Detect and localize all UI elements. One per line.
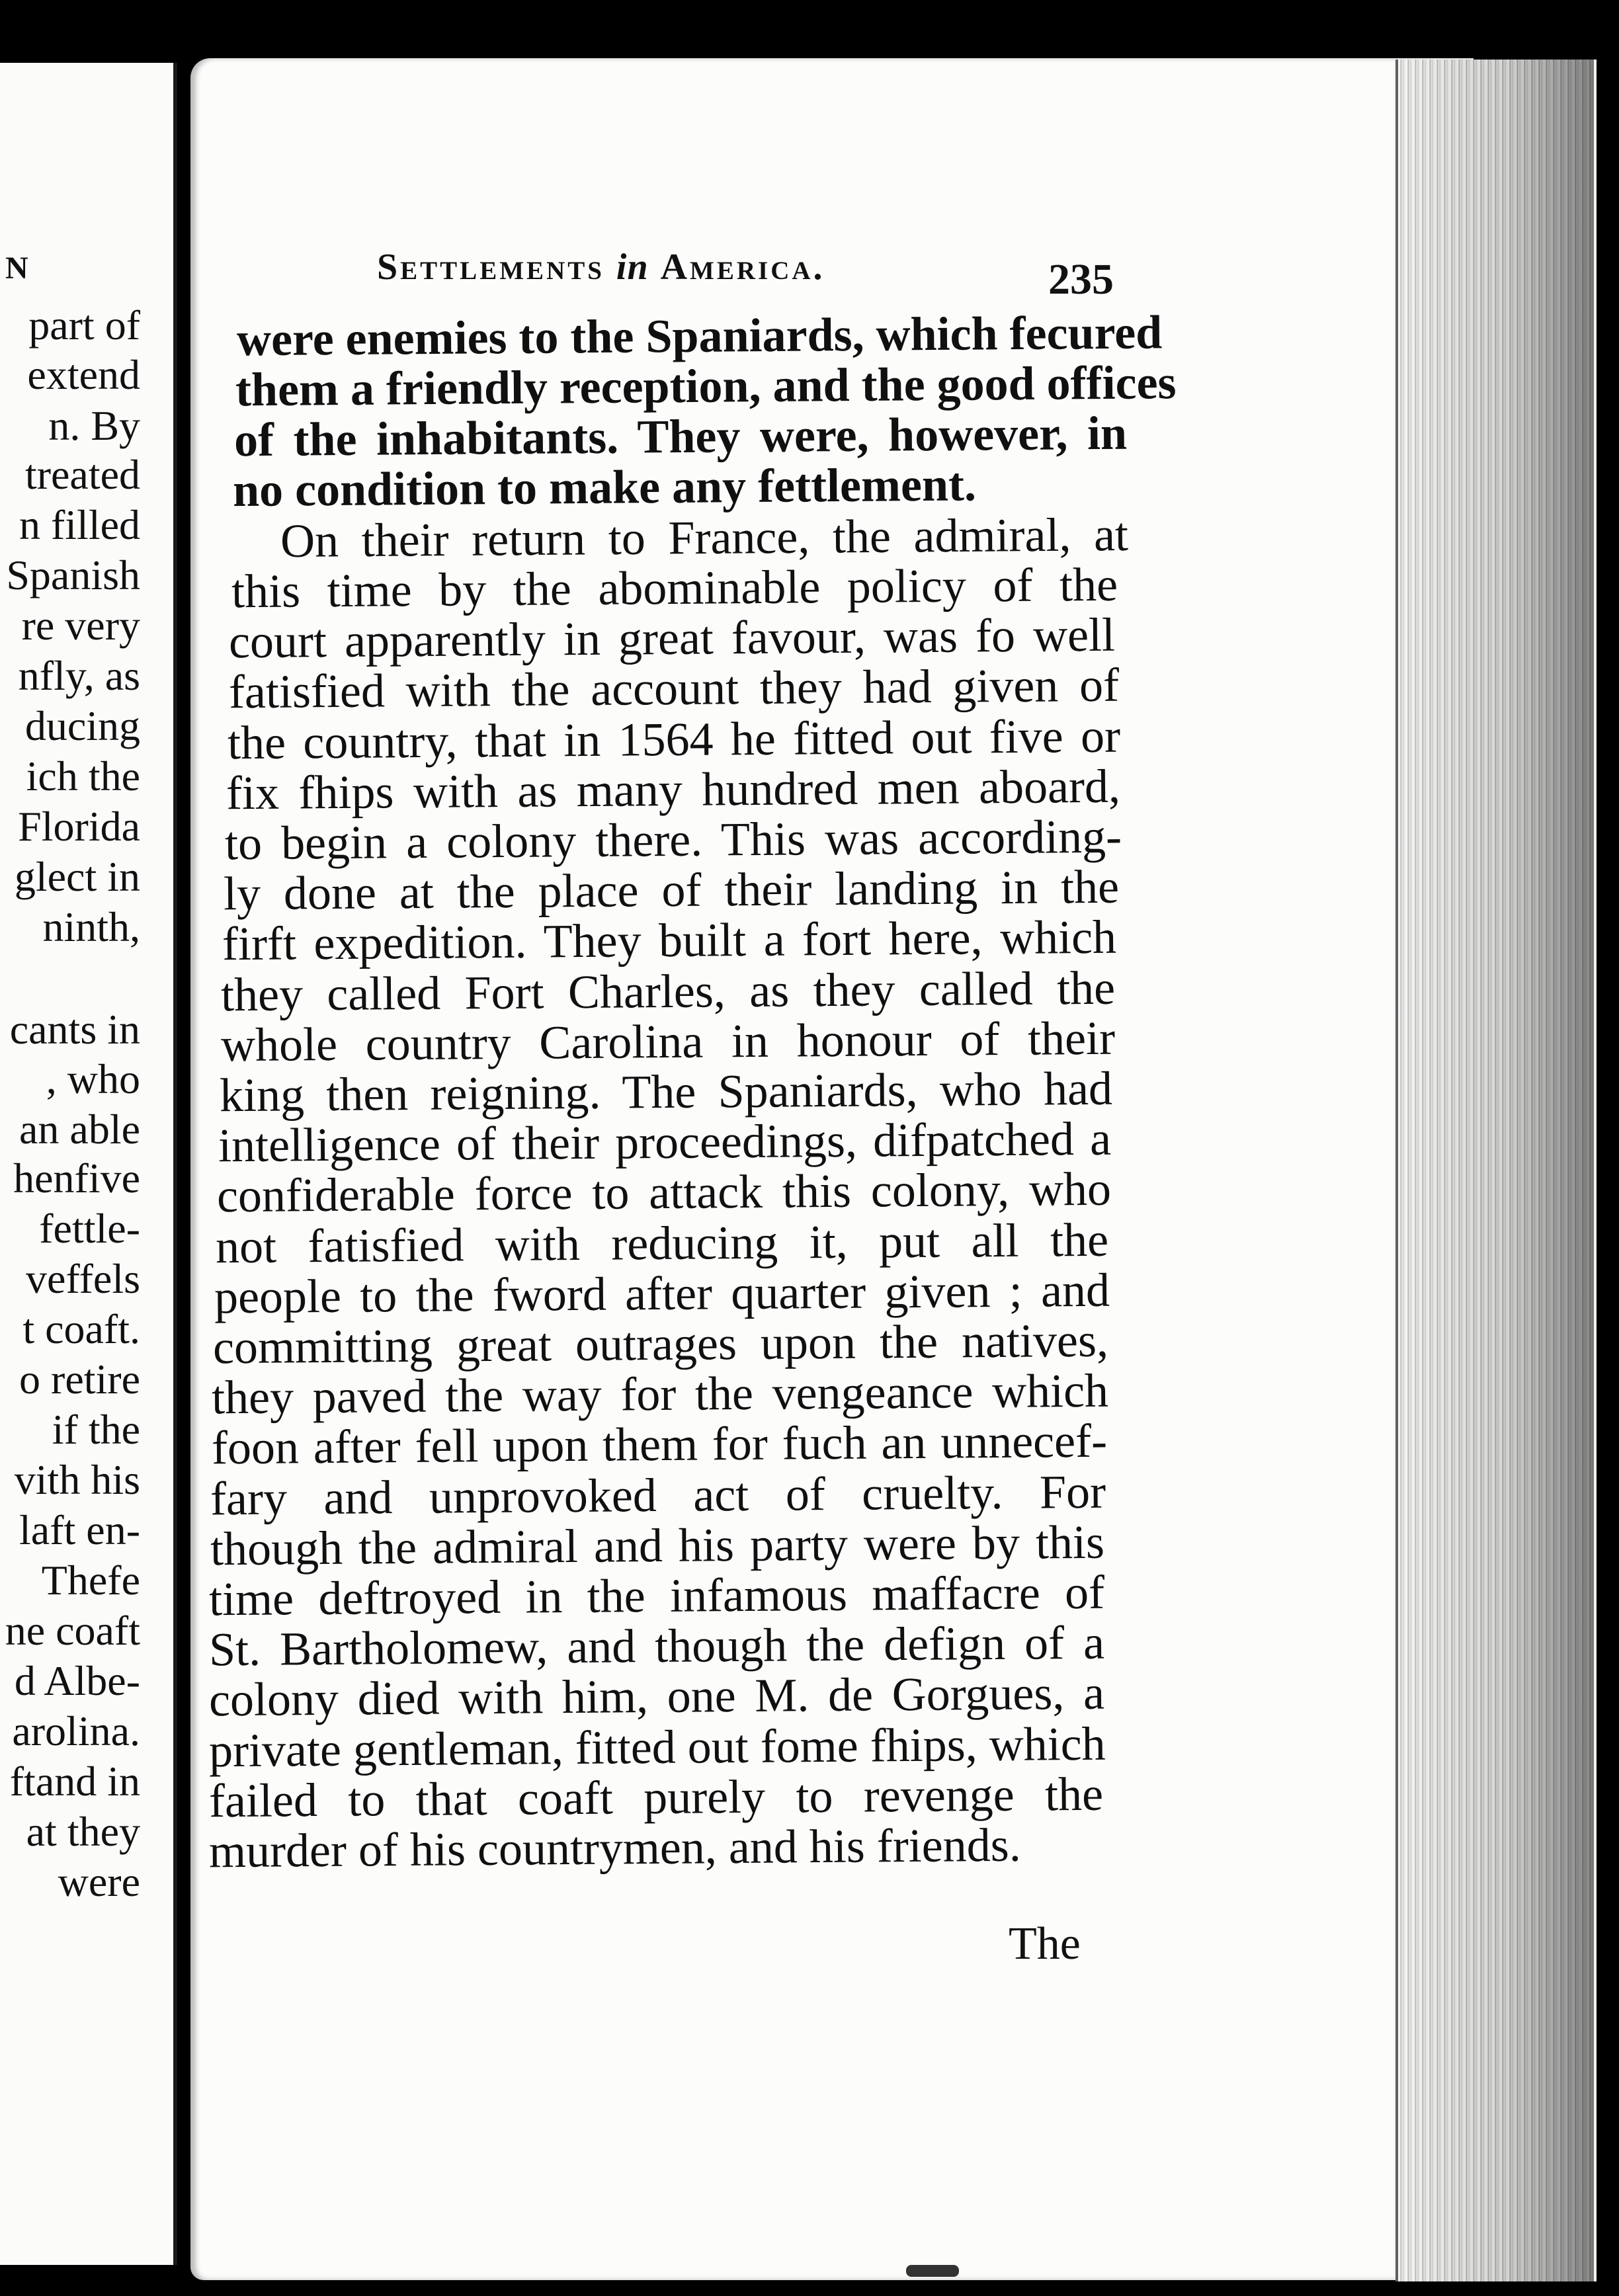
left-line-fragment: fettle- — [39, 1205, 140, 1252]
header-title-connector: in — [616, 247, 649, 288]
left-line-fragment: o retire — [19, 1356, 140, 1403]
left-line-fragment: henfive — [13, 1155, 140, 1202]
binding-mark — [906, 2265, 959, 2277]
running-header — [377, 246, 825, 288]
text-line: St. Bartholomew, and though the defign of a — [208, 1616, 1105, 1676]
text-line: the country, that in 1564 he fitted out five or — [227, 709, 1121, 770]
left-line-fragment: ducing — [24, 702, 140, 749]
text-line: firft expedition. They built a fort here, which — [222, 910, 1117, 971]
text-line: failed to that coaft purely to revenge the — [208, 1767, 1104, 1828]
text-line: were enemies to the Spaniards, which fecured — [236, 306, 1163, 366]
left-line-fragment: re very — [21, 602, 140, 649]
left-line-fragment: if the — [52, 1406, 140, 1453]
left-line-fragment: glect in — [14, 853, 140, 900]
left-line-fragment: Spanish — [6, 552, 140, 598]
text-line: committing great outrages upon the natives, — [212, 1313, 1109, 1374]
left-line-fragment: part of — [28, 302, 140, 348]
catchword: The — [1009, 1918, 1081, 1969]
text-line: time deftroyed in the infamous maffacre of — [208, 1565, 1105, 1626]
page-edges-shading — [1395, 60, 1594, 2281]
left-line-fragment: vith his — [14, 1456, 140, 1503]
left-line-fragment: n. By — [48, 402, 140, 449]
left-line-fragment: arolina. — [12, 1707, 140, 1754]
text-line: murder of his countrymen, and his friends. — [208, 1818, 1022, 1878]
left-line-fragment: ich the — [26, 753, 140, 800]
text-line: On their return to France, the admiral, at — [280, 507, 1129, 568]
left-running-header-fragment: N — [5, 251, 28, 286]
left-line-fragment: an able — [19, 1106, 140, 1153]
text-line: people to the fword after quarter given ; and — [214, 1263, 1110, 1324]
text-line: though the admiral and his party were by this — [210, 1515, 1105, 1576]
left-line-fragment: laft en- — [19, 1506, 140, 1553]
text-line: fatisfied with the account they had given of — [228, 658, 1120, 719]
text-line: them a friendly reception, and the good offices — [235, 356, 1177, 417]
text-line: they paved the way for the vengeance which — [211, 1364, 1109, 1424]
left-line-fragment: nfly, as — [18, 652, 140, 699]
left-line-fragment: treated — [24, 451, 140, 498]
header-title-part2: America. — [660, 247, 825, 288]
left-line-fragment: Florida — [18, 803, 140, 850]
left-line-fragment: n filled — [19, 501, 140, 548]
text-line: private gentleman, fitted out fome fhips, which — [208, 1717, 1106, 1778]
text-line: not fatisfied with reducing it, put all the — [215, 1213, 1109, 1274]
text-line: foon after fell upon them for fuch an unnecef- — [211, 1414, 1108, 1475]
left-line-fragment: Thefe — [41, 1557, 140, 1604]
text-line: colony died with him, one M. de Gorgues, a — [208, 1666, 1105, 1727]
text-line: intelligence of their proceedings, difpatched a — [218, 1112, 1112, 1172]
left-line-fragment: veffels — [26, 1255, 140, 1302]
text-line: no condition to make any fettlement. — [232, 458, 977, 517]
text-line: ly done at the place of their landing in the — [223, 860, 1120, 921]
left-line-fragment: ninth, — [42, 903, 140, 950]
left-line-fragment: extend — [27, 351, 140, 398]
text-line: they called Fort Charles, as they called the — [220, 961, 1116, 1022]
left-line-fragment: ne coaft — [5, 1607, 140, 1654]
left-line-fragment: , who — [46, 1055, 140, 1102]
text-line: court apparently in great favour, was fo well — [228, 608, 1116, 669]
page-number: 235 — [1048, 255, 1114, 304]
text-line: king then reigning. The Spaniards, who had — [219, 1061, 1113, 1122]
header-title-part1: Settlements — [377, 247, 604, 288]
left-line-fragment: were — [58, 1858, 140, 1905]
text-line: of the inhabitants. They were, however, in — [233, 406, 1128, 467]
left-facing-page — [0, 63, 177, 2265]
left-line-fragment: at they — [26, 1808, 140, 1855]
left-line-fragment: t coaft. — [22, 1305, 140, 1352]
text-line: to begin a colony there. This was according- — [224, 809, 1122, 870]
text-line: whole country Carolina in honour of their — [220, 1011, 1116, 1072]
text-line: fary and unprovoked act of cruelty. For — [210, 1465, 1106, 1526]
left-line-fragment: d Albe- — [14, 1657, 140, 1704]
text-line: this time by the abominable policy of the — [231, 557, 1118, 618]
left-line-fragment: cants in — [9, 1006, 140, 1053]
text-line: fix fhips with as many hundred men aboard, — [226, 759, 1121, 820]
text-line: confiderable force to attack this colony, who — [216, 1162, 1112, 1223]
left-line-fragment: ftand in — [9, 1758, 140, 1805]
